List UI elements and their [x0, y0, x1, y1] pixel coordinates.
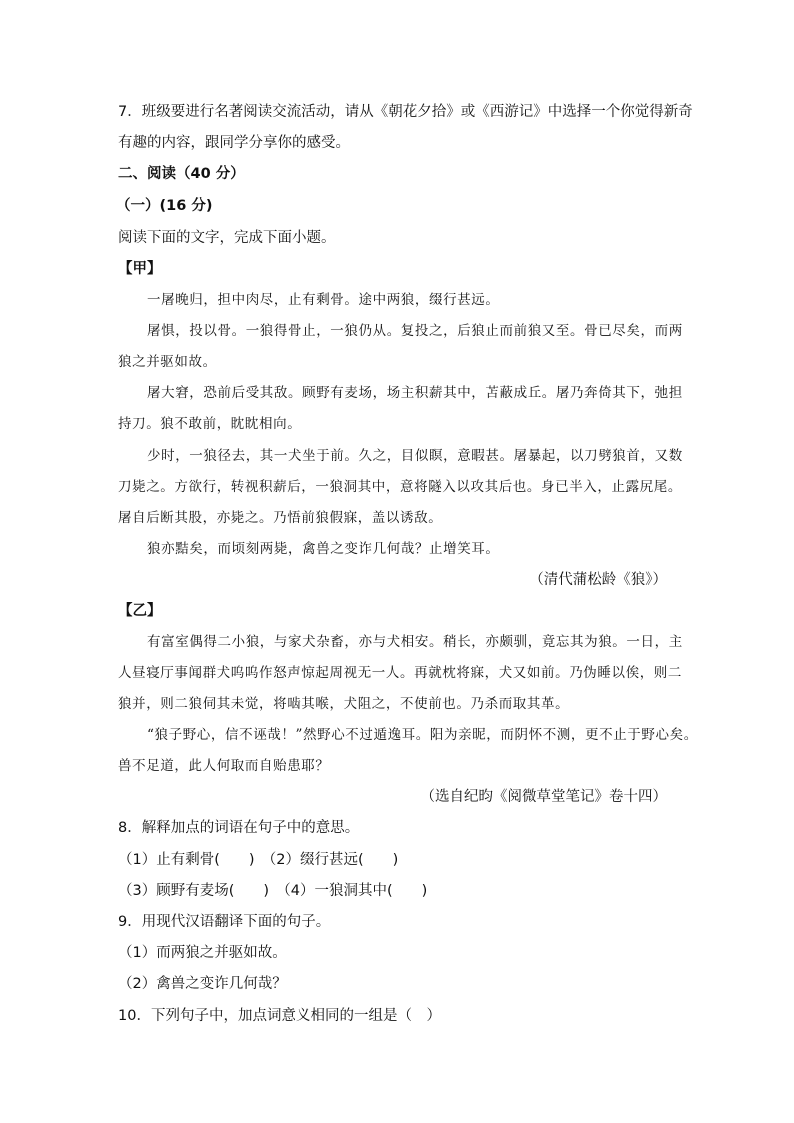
- passage-jia-source: （清代蒲松龄《狼》）: [529, 572, 667, 588]
- passage-jia-line: 屠大窘，恐前后受其敌。顾野有麦场，场主积薪其中，苫蔽成丘。屠乃奔倚其下，弛担: [147, 385, 683, 401]
- passage-jia-line: 一屠晚归，担中肉尽，止有剩骨。途中两狼，缀行甚远。: [147, 292, 500, 308]
- passage-yi-source: （选自纪昀《阅微草堂笔记》卷十四）: [420, 789, 667, 805]
- passage-jia-label: 【甲】: [118, 261, 162, 277]
- passage-jia-line: 持刀。狼不敢前，眈眈相向。: [118, 416, 302, 432]
- q7-line-1: 7．班级要进行名著阅读交流活动，请从《朝花夕拾》或《西游记》中选择一个你觉得新奇: [118, 104, 693, 120]
- q10-stem: 10．下列句子中，加点词意义相同的一组是（ ）: [118, 1008, 441, 1024]
- passage-yi-line: “狼子野心，信不诬哉！”然野心不过遁逸耳。阳为亲昵，而阴怀不测，更不止于野心矣。: [147, 727, 698, 743]
- passage-yi-line: 兽不足道，此人何取而自贻患耶？: [118, 758, 330, 774]
- section-2-heading: 二、阅读（40 分）: [118, 166, 245, 182]
- part-1-instruction: 阅读下面的文字，完成下面小题。: [118, 230, 336, 246]
- passage-jia-line: 刀毙之。方欲行，转视积薪后，一狼洞其中，意将隧入以攻其后也。身已半入，止露尻尾。: [118, 479, 682, 495]
- q9-item-2: （2）禽兽之变诈几何哉？: [118, 976, 287, 992]
- part-1-heading: （一）(16 分): [116, 198, 213, 214]
- q8-row-2: （3）顾野有麦场( ) （4）一狼洞其中( ): [118, 883, 428, 899]
- passage-jia-line: 少时，一狼径去，其一犬坐于前。久之，目似瞑，意暇甚。屠暴起，以刀劈狼首，又数: [147, 448, 683, 464]
- passage-yi-label: 【乙】: [118, 603, 162, 619]
- passage-jia-line: 狼之并驱如故。: [118, 354, 217, 370]
- passage-yi-line: 有富室偶得二小狼，与家犬杂畜，亦与犬相安。稍长，亦颇驯，竟忘其为狼。一日，主: [147, 634, 683, 650]
- q9-item-1: （1）而两狼之并驱如故。: [118, 945, 287, 961]
- passage-jia-line: 屠自后断其股，亦毙之。乃悟前狼假寐，盖以诱敌。: [118, 510, 443, 526]
- q7-line-2: 有趣的内容，跟同学分享你的感受。: [118, 135, 350, 151]
- q9-stem: 9．用现代汉语翻译下面的句子。: [118, 914, 331, 930]
- passage-yi-line: 人昼寝厅事闻群犬呜呜作怒声惊起周视无一人。再就枕将寐，犬又如前。乃伪睡以俟，则二: [118, 665, 682, 681]
- passage-jia-line: 屠惧，投以骨。一狼得骨止，一狼仍从。复投之，后狼止而前狼又至。骨已尽矣，而两: [147, 323, 683, 339]
- q8-row-1: （1）止有剩骨( ) （2）缀行甚远( ): [118, 852, 399, 868]
- passage-yi-line: 狼并，则二狼伺其未觉，将啮其喉，犬阻之，不使前也。乃杀而取其革。: [118, 696, 570, 712]
- q8-stem: 8．解释加点的词语在句子中的意思。: [118, 820, 360, 836]
- passage-jia-line: 狼亦黠矣，而顷刻两毙，禽兽之变诈几何哉？止增笑耳。: [147, 541, 500, 557]
